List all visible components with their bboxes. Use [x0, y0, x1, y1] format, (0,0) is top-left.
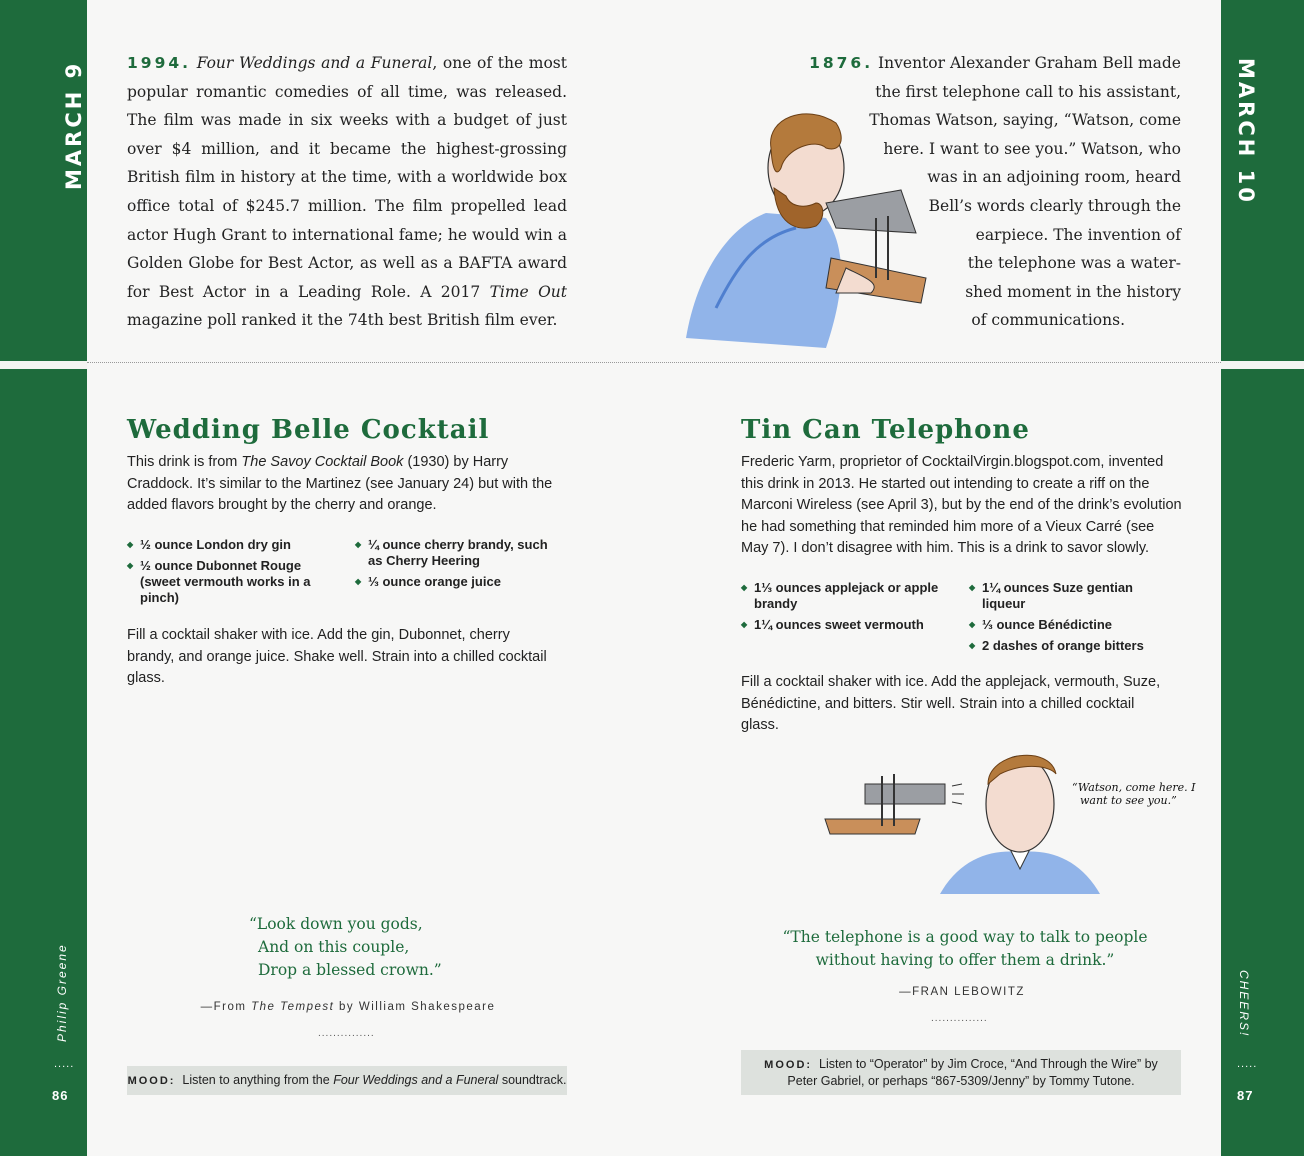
date-label-right: MARCH 10	[1234, 58, 1258, 205]
ingredient-item: ◆ 2 dashes of orange bitters	[969, 638, 1174, 654]
recipe-title-wedding-belle: Wedding Belle Cocktail	[127, 415, 490, 445]
speech-text: “Watson, come here. I want to see you.”	[1072, 781, 1196, 807]
quote-attribution: —FRAN LEBOWITZ	[899, 986, 1025, 998]
ingredient-item: ◆ 1¼ ounces Suze gentian liqueur	[969, 580, 1174, 612]
ingredient-item: ◆ ⅓ ounce orange juice	[355, 574, 560, 590]
page-number-left: 86	[52, 1088, 69, 1103]
history-year: 1876.	[809, 54, 874, 72]
watson-telephone-illustration	[820, 744, 1200, 909]
ingredient-list	[741, 580, 951, 638]
ingredient-list	[969, 580, 1174, 659]
quote-block: “Look down you gods, And on this couple, Drop a blessed crown.”	[249, 915, 442, 979]
page-divider	[87, 362, 1221, 363]
author-label: Philip Greene	[55, 943, 69, 1042]
quote-block: “The telephone is a good way to talk to people without having to offer them a drink.”	[782, 928, 1148, 969]
bell-telephone-illustration	[676, 108, 938, 350]
ingredient-item: ◆ 1¼ ounces sweet vermouth	[741, 617, 951, 633]
page-number-right: 87	[1237, 1088, 1254, 1103]
ingredient-item: ◆ ½ ounce London dry gin	[127, 537, 317, 553]
ingredient-item: ◆ 1⅓ ounces applejack or apple brandy	[741, 580, 951, 612]
ingredient-item: ◆ ½ ounce Dubonnet Rouge (sweet vermouth works in a pinch)	[127, 558, 317, 606]
recipe-intro: This drink is from The Savoy Cocktail Book (1930) by Harry Craddock. It’s similar to the Martinez (see January 24) but with the added flavors brought by the cherry and orange.	[127, 454, 553, 513]
ingredient-item: ◆ ¼ ounce cherry brandy, such as Cherry Heering	[355, 537, 560, 569]
recipe-title-tin-can: Tin Can Telephone	[741, 415, 1030, 445]
history-entry-1994: 1994. Four Weddings and a Funeral, one of the most popular romantic comedies of all time, was released. The film was made in six weeks with a budget of just over $4 million, and it became the highest-grossing British film in history at the time, with a worldwide box office total of $245.7 million. The film propelled lead actor Hugh Grant to international fame; he would win a Golden Globe for Best Actor, as well as a BAFTA award for Best Actor in a Leading Role. A 2017 Time Out magazine poll ranked it the 74th best British film ever.	[127, 54, 567, 330]
date-label-left: MARCH 9	[62, 60, 86, 190]
mood-box: MOOD: Listen to anything from the Four Weddings and a Funeral soundtrack.	[127, 1066, 567, 1095]
recipe-intro: Frederic Yarm, proprietor of CocktailVirgin.blogspot.com, invented this drink in 2013. He started out intending to create a riff on the Marconi Wireless (see April 3), but by the end of the drink’s evolution he had something that reminded him more of a Vieux Carré (see May 7). I don’t disagree with him. This is a drink to savor slowly.	[741, 454, 1182, 556]
recipe-method: Fill a cocktail shaker with ice. Add the gin, Dubonnet, cherry brandy, and orange juice. Shake well. Strain into a chilled cocktail glass.	[127, 627, 547, 686]
recipe-method: Fill a cocktail shaker with ice. Add the applejack, vermouth, Suze, Bénédictine, and bitters. Stir well. Strain into a chilled cocktail glass.	[741, 674, 1161, 733]
history-entry-1876: 1876. Inventor Alexander Graham Bell made the first telephone call to his assistant, Thomas Watson, saying, “Watson, come here. I want to see you.” Watson, who was in an adjoining room, heard Bell’s words clearly through the earpiece. The invention of the telephone was a water- shed moment in the history of communications.	[809, 54, 1181, 330]
footer-label: CHEERS!	[1237, 970, 1251, 1038]
ingredient-list	[355, 537, 560, 595]
ingredient-item: ◆ ⅓ ounce Bénédictine	[969, 617, 1174, 633]
history-film-title: Four Weddings and a Funeral	[196, 54, 433, 72]
quote-attribution: —From The Tempest by William Shakespeare	[200, 1001, 496, 1013]
mood-box: MOOD: Listen to “Operator” by Jim Croce, “And Through the Wire” by Peter Gabriel, or perhaps “867-5309/Jenny” by Tommy Tutone.	[741, 1050, 1181, 1095]
history-year: 1994.	[127, 54, 192, 72]
ingredient-list	[127, 537, 317, 611]
